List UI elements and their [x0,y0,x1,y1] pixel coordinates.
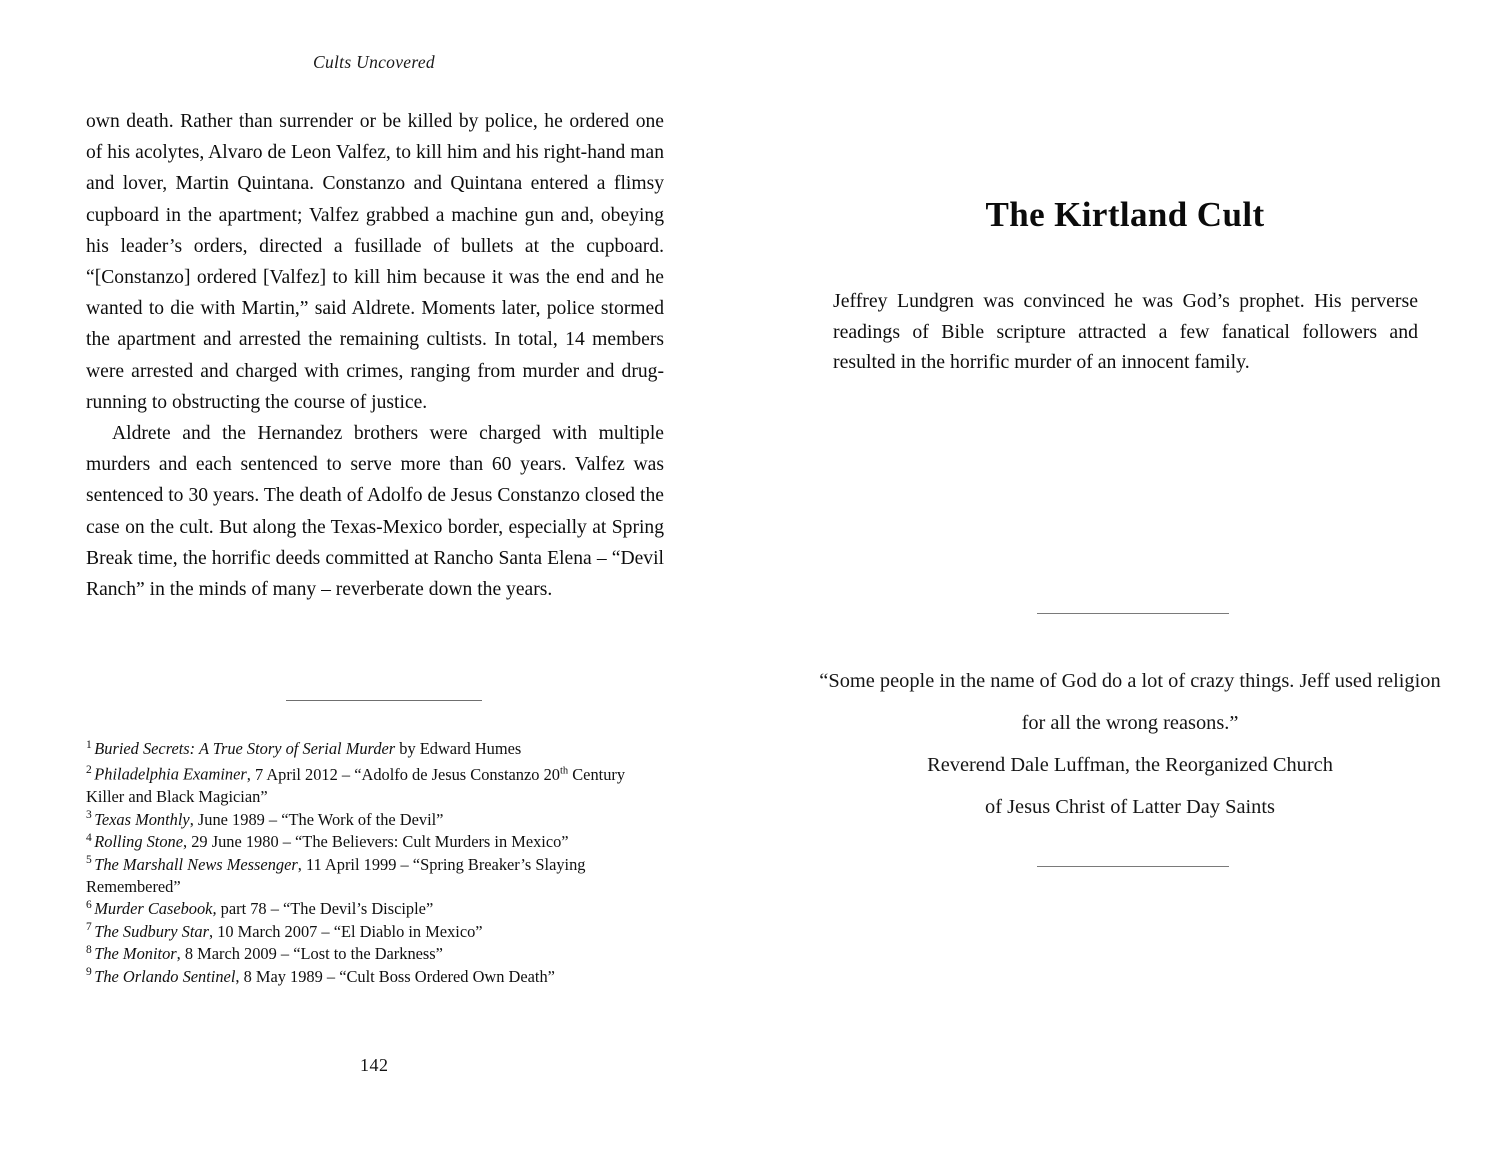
pull-quote-attribution-line-1: Reverend Dale Luffman, the Reorganized Church [927,754,1333,776]
footnote-source-title: Philadelphia Examiner [94,764,247,784]
footnote-marker: 1 [86,738,92,751]
chapter-title: The Kirtland Cult [985,195,1265,235]
body-text [86,106,664,605]
chapter-standfirst: Jeffrey Lundgren was convinced he was God’s prophet. His perverse readings of Bible scripture attracted a few fanatical followers and resulted in the horrific murder of an innocent family. [833,290,1418,373]
pull-quote-bottom-rule [1037,866,1229,867]
page-number: 142 [360,1055,389,1075]
footnote-source-detail: , 11 April 1999 – “Spring Breaker’s Slaying Remembered” [86,854,586,896]
footnote-source-detail: by Edward Humes [395,739,522,758]
footnote-source-title: The Sudbury Star [94,921,209,941]
footnote-marker: 9 [86,966,92,979]
footnote-item [86,854,666,899]
footnote-item [86,966,666,988]
footnote-item [86,760,666,808]
footnote-item [86,921,666,943]
footnote-source-detail: , 7 April 2012 – “Adolfo de Jesus Constanzo 20th Century Killer and Black Magician” [86,764,626,807]
footnote-source-title: The Monitor [94,944,177,964]
footnote-marker: 2 [86,764,92,777]
body-paragraph: Aldrete and the Hernandez brothers were charged with multiple murders and each sentenced to serve more than 60 years. Valfez was sentenced to 30 years. The death of Adolfo de Jesus Constanzo closed the case on the cult. But along the Texas-Mexico border, especially at Spring Break time, the horrific deeds committed at Rancho Santa Elena – “Devil Ranch” in the minds of many – reverberate down the years. [86,423,664,601]
footnote-marker: 5 [86,854,92,867]
footnote-marker: 6 [86,898,92,911]
pull-quote-text: “Some people in the name of God do a lot of crazy things. Jeff used religion for all the wrong reasons.” [819,670,1441,734]
pull-quote-block [810,660,1450,828]
footnote-marker: 8 [86,943,92,956]
footnote-source-detail: , 8 March 2009 – “Lost to the Darkness” [176,944,443,964]
footnote-item [86,898,666,920]
right-page [750,0,1500,1152]
footnote-source-detail: part 78 – “The Devil’s Disciple” [216,899,434,919]
footnote-item [86,809,666,831]
footnote-source-title: Rolling Stone [94,832,184,852]
footnote-marker: 7 [86,921,92,934]
footnote-item [86,831,666,853]
footnote-separator-rule [286,700,482,701]
footnote-source-title: Murder Casebook, [94,899,217,919]
footnote-source-detail: , 29 June 1980 – “The Believers: Cult Murders in Mexico” [183,832,569,852]
pull-quote-attribution-line-2: of Jesus Christ of Latter Day Saints [985,796,1275,818]
footnote-list [86,738,666,988]
footnote-source-detail: , 8 May 1989 – “Cult Boss Ordered Own Death” [235,966,555,986]
footnote-source-title: Buried Secrets: A True Story of Serial Murder [94,739,396,758]
footnote-marker: 4 [86,831,92,844]
body-paragraph: own death. Rather than surrender or be killed by police, he ordered one of his acolytes, Alvaro de Leon Valfez, to kill him and his right-hand man and lover, Martin Quintana. Constanzo and Quintana entered a flimsy cupboard in the apartment; Valfez grabbed a machine gun and, obeying his leader’s orders, directed a fusillade of bullets at the cupboard. “[Constanzo] ordered [Valfez] to kill him because it was the end and he wanted to die with Martin,” said Aldrete. Moments later, police stormed the apartment and arrested the remaining cultists. In total, 14 members were arrested and charged with crimes, ranging from murder and drug-running to obstructing the course of justice. [86,111,664,413]
footnote-source-detail: , 10 March 2007 – “El Diablo in Mexico” [209,921,483,941]
footnote-marker: 3 [86,809,92,822]
pull-quote-top-rule [1037,613,1229,614]
footnote-source-title: The Orlando Sentinel [94,966,236,986]
running-head: Cults Uncovered [313,52,435,72]
footnote-item [86,738,666,760]
footnote-source-title: The Marshall News Messenger [94,854,298,874]
footnote-source-detail: , June 1989 – “The Work of the Devil” [189,809,444,829]
footnote-source-title: Texas Monthly [94,809,190,829]
footnote-item [86,943,666,965]
